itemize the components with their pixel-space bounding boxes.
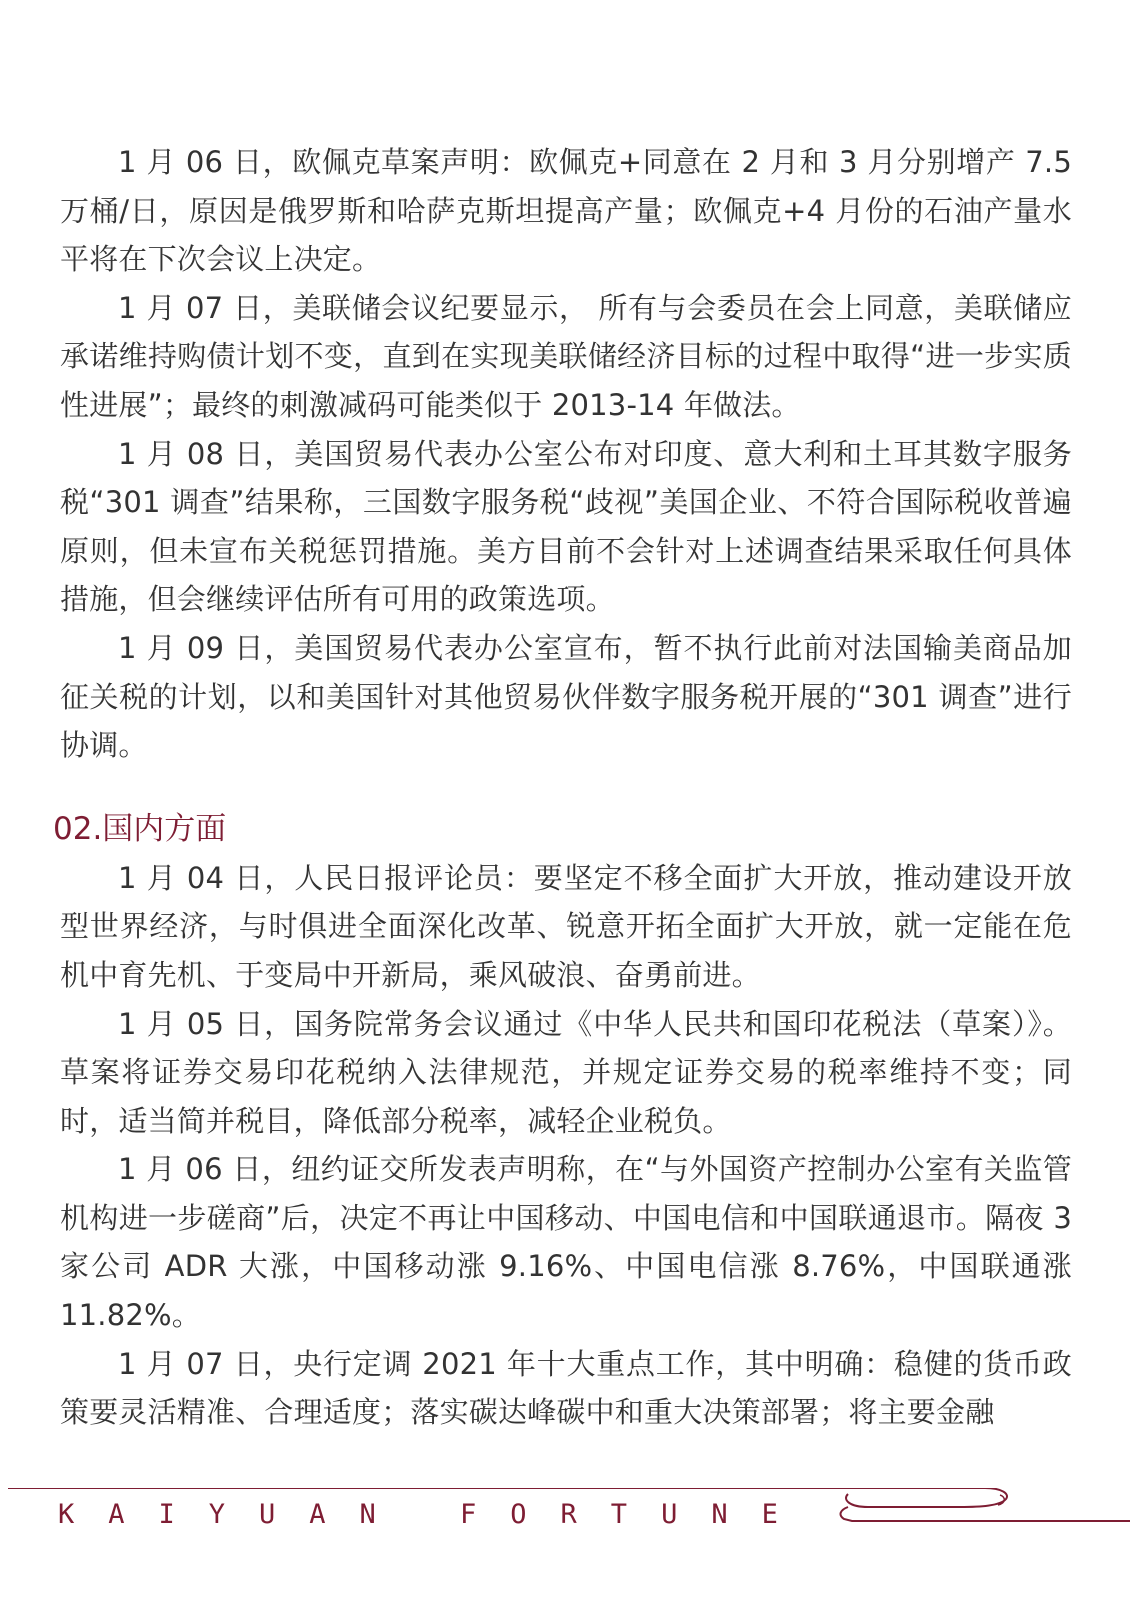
news-paragraph-nyse-delisting: 1 月 06 日，纽约证交所发表声明称，在“与外国资产控制办公室有关监管机构进一步磋商”后，决定不再让中国移动、中国电信和中国联通退市。隔夜 3 家公司 ADR 大涨，中国移动涨 9.16%、中国电信涨 8.76%，中国联通涨 11.82%。 — [60, 1152, 1072, 1333]
section-title-domestic: 02.国内方面 — [53, 810, 227, 847]
news-paragraph-ustr-france: 1 月 09 日，美国贸易代表办公室宣布，暂不执行此前对法国输美商品加征关税的计划，以和美国针对其他贸易伙伴数字服务税开展的“301 调查”进行协调。 — [60, 630, 1072, 763]
news-paragraph-opec: 1 月 06 日，欧佩克草案声明：欧佩克+同意在 2 月和 3 月分别增产 7.5 万桶/日，原因是俄罗斯和哈萨克斯坦提高产量；欧佩克+4 月份的石油产量水平将在下次会议上决定。 — [60, 145, 1072, 277]
page-footer — [0, 1488, 1130, 1558]
news-paragraph-pboc-priorities: 1 月 07 日，央行定调 2021 年十大重点工作，其中明确：稳健的货币政策要灵活精准、合理适度；落实碳达峰碳中和重大决策部署；将主要金融 — [60, 1346, 1072, 1430]
news-paragraph-fed-minutes: 1 月 07 日，美联储会议纪要显示， 所有与会委员在会上同意，美联储应承诺维持购债计划不变，直到在实现美联储经济目标的过程中取得“进一步实质性进展”；最终的刺激减码可能类似于 2013-14 年做法。 — [60, 290, 1072, 422]
page-content — [53, 138, 1072, 1437]
news-paragraph-peoples-daily: 1 月 04 日，人民日报评论员：要坚定不移全面扩大开放，推动建设开放型世界经济，与时俱进全面深化改革、锐意开拓全面扩大开放，就一定能在危机中育先机、于变局中开新局，乘风破浪、奋勇前进。 — [60, 860, 1072, 992]
footer-brand-text: KAIYUAN FORTUNE — [58, 1499, 812, 1530]
news-paragraph-stamp-tax: 1 月 05 日，国务院常务会议通过《中华人民共和国印花税法（草案）》。草案将证券交易印花税纳入法律规范，并规定证券交易的税率维持不变；同时，适当简并税目，降低部分税率，减轻企业税负。 — [60, 1006, 1072, 1138]
news-paragraph-ustr-301: 1 月 08 日，美国贸易代表办公室公布对印度、意大利和土耳其数字服务税“301 调查”结果称，三国数字服务税“歧视”美国企业、不符合国际税收普遍原则，但未宣布关税惩罚措施。美方目前不会针对上述调查结果采取任何具体措施，但会继续评估所有可用的政策选项。 — [60, 436, 1072, 617]
